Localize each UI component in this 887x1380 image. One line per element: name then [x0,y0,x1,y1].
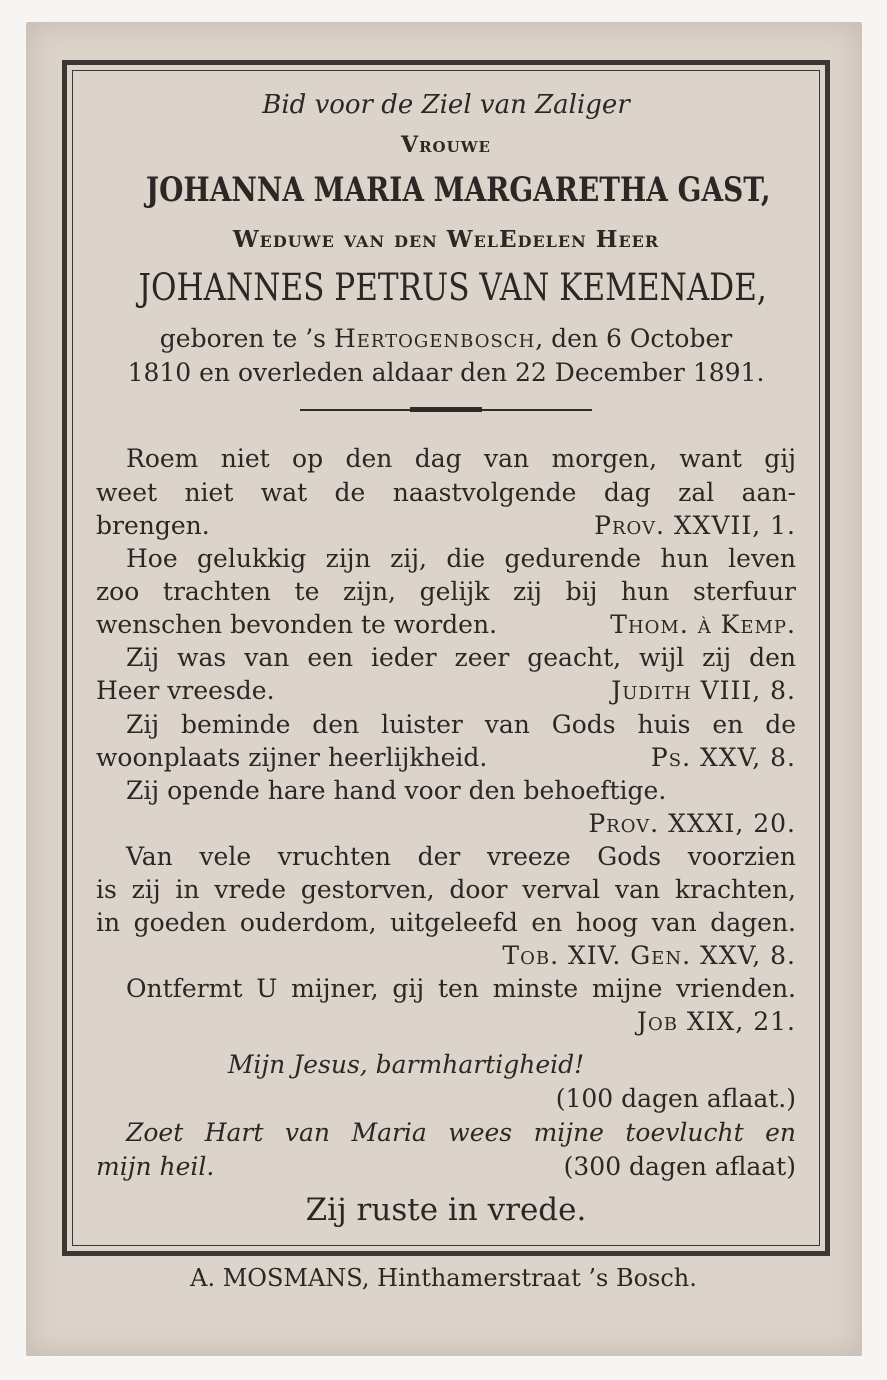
verse-line-12: Van vele vruchten der vreeze Gods voorzien [126,842,796,871]
birth-suffix: , den 6 October [535,324,733,353]
verse-line-10: woonplaats zijner heerlijkheid. [96,743,488,772]
reference-1: Prov. XXVII, 1. [594,511,796,540]
jesus-indulgence: (100 dagen aflaat.) [555,1084,796,1113]
title-word: Vrouwe [401,132,491,158]
verse-line-11: Zij opende hare hand voor den behoeftige. [126,776,667,805]
verse-line-15: Ontfermt U mijner, gij ten minste mijne vrienden. [126,974,796,1003]
birth-prefix: geboren te ’s [159,324,326,353]
verse-line-6: wenschen bevonden te worden. [96,610,498,639]
card-content [80,80,812,1240]
birth-city: Hertogenbosch [333,324,536,353]
verse-line-3: brengen. [96,511,210,540]
prayer-heading: Bid voor de Ziel van Zaliger [262,90,630,120]
reference-4: Ps. XXV, 8. [650,743,796,772]
reference-5: Prov. XXXI, 20. [588,809,796,838]
maria-indulgence: (300 dagen aflaat) [563,1152,796,1181]
jesus-prayer: Mijn Jesus, barmhartigheid! [227,1050,585,1079]
husband-name: JOHANNES PETRUS VAN KEMENADE, [138,266,767,309]
divider-ornament [410,407,482,412]
verse-line-4: Hoe gelukkig zijn zij, die gedurende hun leven [126,544,796,573]
birth-line [80,324,812,353]
printer-line: A. MOSMANS, Hinthamerstraat ’s Bosch. [190,1264,697,1292]
reference-3: Judith VIII, 8. [611,676,796,705]
maria-prayer-line-2: mijn heil. [96,1152,215,1181]
verse-line-5: zoo trachten te zijn, gelijk zij bij hun sterfuur [96,577,796,606]
reference-6: Tob. XIV. Gen. XXV, 8. [502,941,796,970]
verse-line-2: weet niet wat de naastvolgende dag zal aan- [96,478,796,507]
verse-line-1: Roem niet op den dag van morgen, want gij [126,444,796,473]
dates-line: 1810 en overleden aldaar den 22 December 1891. [127,358,765,387]
verse-line-7: Zij was van een ieder zeer geacht, wijl zij den [126,643,796,672]
verse-line-9: Zij beminde den luister van Gods huis en de [126,710,796,739]
reference-7: Job XIX, 21. [636,1007,796,1036]
maria-prayer-line-1: Zoet Hart van Maria wees mijne toevlucht en [126,1118,796,1147]
verse-line-14: in goeden ouderdom, uitgeleefd en hoog van dagen. [96,908,796,937]
widow-of-line: Weduwe van den WelEdelen Heer [232,226,660,253]
reference-2: Thom. à Kemp. [610,610,796,639]
deceased-name: JOHANNA MARIA MARGARETHA GAST, [145,170,771,210]
closing-line: Zij ruste in vrede. [305,1192,587,1228]
verse-line-13: is zij in vrede gestorven, door verval van krachten, [96,875,796,904]
verse-line-8: Heer vreesde. [96,676,275,705]
